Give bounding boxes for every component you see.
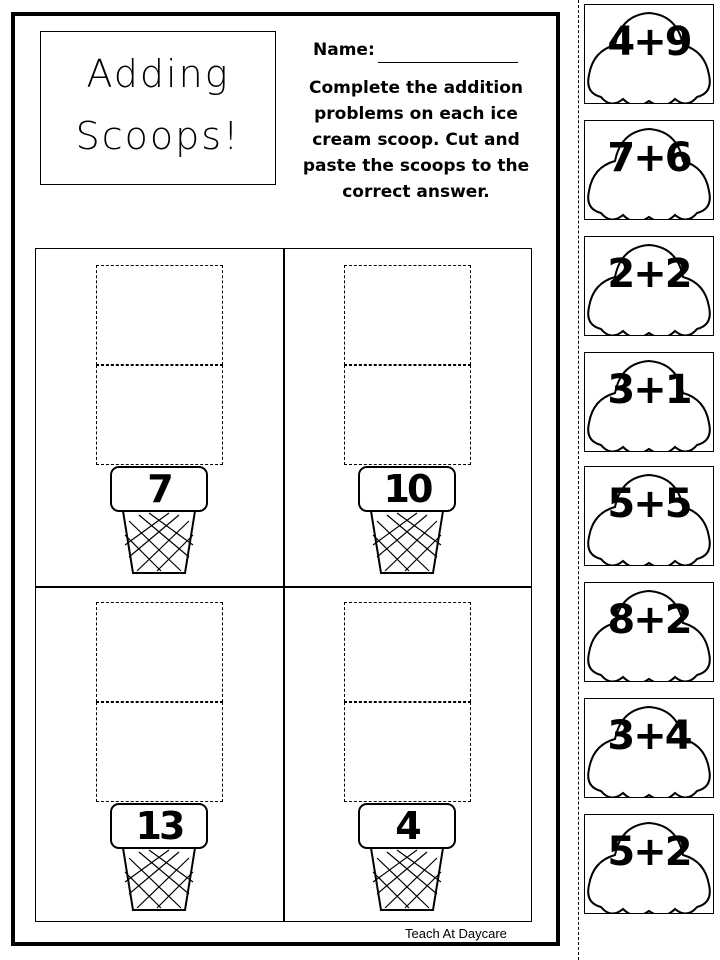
cone-icon [357,802,457,914]
paste-slot[interactable] [344,702,471,802]
scoop-cutout[interactable] [584,814,714,914]
scoop-problem: 5+5 [607,481,691,527]
credit-text: Teach At Daycare [405,926,507,941]
scoop-cutout[interactable] [584,466,714,566]
scoop-problem: 3+4 [607,713,691,759]
answer-cell [284,586,532,923]
scoop-problem: 5+2 [607,829,691,875]
scoop-problem: 7+6 [607,135,691,181]
cone-answer: 7 [147,467,171,511]
cone-icon [357,465,457,577]
paste-slot[interactable] [96,365,223,465]
paste-slot[interactable] [96,702,223,802]
paste-slot[interactable] [344,365,471,465]
scoop-cutout[interactable] [584,352,714,452]
cut-line [578,0,579,960]
paste-slot[interactable] [344,602,471,702]
answer-cell [36,586,284,923]
paste-slot[interactable] [344,265,471,365]
scoop-cutout[interactable] [584,120,714,220]
cone-answer: 4 [395,804,419,848]
cone-icon [109,802,209,914]
scoop-cutout[interactable] [584,236,714,336]
answer-cell [36,249,284,586]
scoop-cutout[interactable] [584,698,714,798]
title-line-2: Scoops! [75,114,241,158]
cone-icon [109,465,209,577]
answer-cell [284,249,532,586]
instructions-text: Complete the addition problems on each ice cream scoop. Cut and paste the scoops to the correct answer. [302,78,530,202]
cone-answer: 13 [135,804,183,848]
title-box [40,31,276,185]
name-label: Name: [313,40,375,60]
name-write-line[interactable] [378,62,518,63]
scoop-cutout[interactable] [584,4,714,104]
answer-grid [35,248,532,922]
paste-slot[interactable] [96,265,223,365]
title-line-1: Adding [86,52,230,96]
scoop-problem: 2+2 [607,251,691,297]
cone-answer: 10 [383,467,431,511]
scoop-problem: 4+9 [607,19,691,65]
scoop-cutout[interactable] [584,582,714,682]
paste-slot[interactable] [96,602,223,702]
scoop-problem: 3+1 [607,367,691,413]
scoop-problem: 8+2 [607,597,691,643]
name-field[interactable] [313,40,523,68]
